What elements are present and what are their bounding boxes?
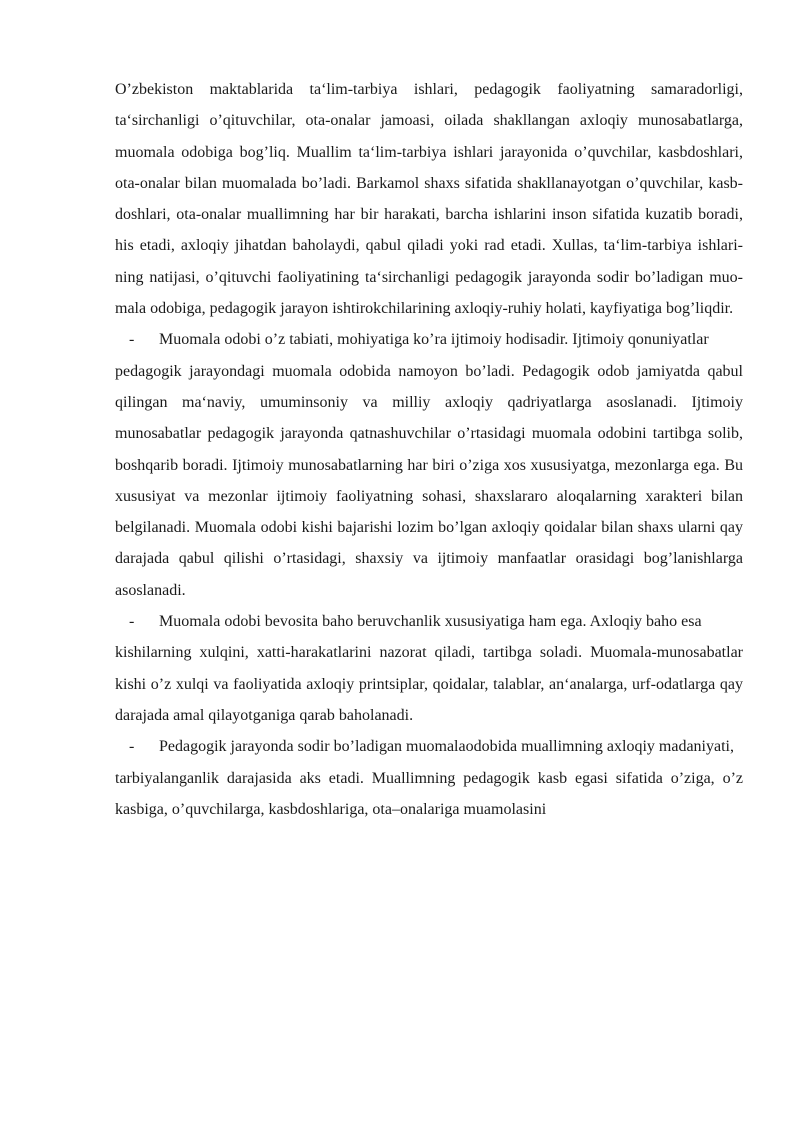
- paragraph: kishilarning xulqini, xatti-harakatlarini nazorat qiladi, tartibga soladi. Muomala-munosabatlar kishi o’z xulqi va faoliyatida axloqiy printsiplar, qoidalar, talablar, an‘analarga, urf-odatlarga qay darajada amal qilayotganiga qarab baholanadi.: [115, 644, 743, 724]
- bullet-dash: -: [129, 613, 135, 631]
- bullet-item: [115, 324, 743, 355]
- bullet-text: Pedagogik jarayonda sodir bo’ladigan muomalaodobida muallimning axloqiy madaniyati,: [159, 738, 734, 756]
- bullet-item: [115, 606, 743, 637]
- paragraph: O’zbekiston maktablarida ta‘lim-tarbiya ishlari, pedagogik faoliyatning samaradorligi, ta‘sirchanligi o’qituvchilar, ota-onalar jamoasi, oilada shakllangan axloqiy munosabatlarga, muomala odobiga bog’liq. Muallim ta‘lim-tarbiya ishlari jarayonida o’quvchilar, kasbdoshlari, ota-onalar bilan muomalada bo’ladi. Barkamol shaxs sifatida shakllanayotgan o’quvchilar, kasb-doshlari, ota-onalar muallimning har bir harakati, barcha ishlarini inson sifatida kuzatib boradi, his etadi, axloqiy jihatdan baholaydi, qabul qiladi yoki rad etadi. Xullas, ta‘lim-tarbiya ishlari-ning natijasi, o’qituvchi faoliyatining ta‘sirchanligi pedagogik jarayonda sodir bo’ladigan muo-mala odobiga, pedagogik jarayon ishtirokchilarining axloqiy-ruhiy holati, kayfiyatiga bog’liqdir.: [115, 81, 743, 318]
- document-page: [115, 74, 743, 825]
- bullet-item: [115, 731, 743, 762]
- bullet-text: Muomala odobi o’z tabiati, mohiyatiga ko’ra ijtimoiy hodisadir. Ijtimoiy qonuniyatlar: [159, 331, 709, 349]
- paragraph: pedagogik jarayondagi muomala odobida namoyon bo’ladi. Pedagogik odob jamiyatda qabul qilingan ma‘naviy, umuminsoniy va milliy axloqiy qadriyatlarga asoslanadi. Ijtimoiy munosabatlar pedagogik jarayonda qatnashuvchilar o’rtasidagi muomala odobini tartibga solib, boshqarib boradi. Ijtimoiy munosabatlarning har biri o’ziga xos xususiyatga, mezonlarga ega. Bu xususiyat va mezonlar ijtimoiy faoliyatning sohasi, shaxslararo aloqalarning xarakteri bilan belgilanadi. Muomala odobi kishi bajarishi lozim bo’lgan axloqiy qoidalar bilan shaxs ularni qay darajada qabul qilishi o’rtasidagi, shaxsiy va ijtimoiy manfaatlar orasidagi bog’lanishlarga asoslanadi.: [115, 362, 743, 599]
- bullet-dash: -: [129, 331, 135, 349]
- paragraph: tarbiyalanganlik darajasida aks etadi. Muallimning pedagogik kasb egasi sifatida o’ziga, o’z kasbiga, o’quvchilarga, kasbdoshlariga, ota–onalariga muamolasini: [115, 769, 743, 818]
- bullet-text: Muomala odobi bevosita baho beruvchanlik xususiyatiga ham ega. Axloqiy baho esa: [159, 613, 702, 631]
- bullet-dash: -: [129, 738, 135, 756]
